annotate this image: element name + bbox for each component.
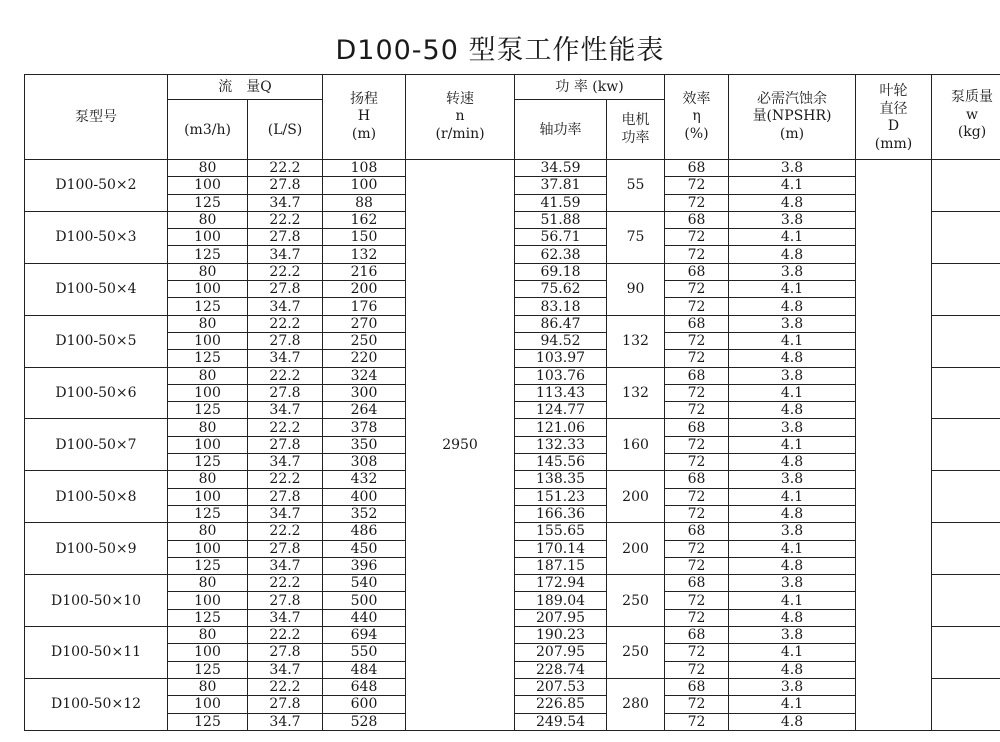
efficiency-cell: 72 [665,194,729,211]
shaft-power-cell: 103.76 [515,367,607,384]
npshr-cell: 4.1 [729,696,856,713]
flow-m3h-cell: 125 [168,661,248,678]
efficiency-cell: 72 [665,350,729,367]
shaft-power-cell: 207.95 [515,644,607,661]
npshr-cell: 4.1 [729,436,856,453]
flow-m3h-cell: 100 [168,540,248,557]
head-cell: 300 [323,384,406,401]
flow-m3h-cell: 80 [168,419,248,436]
shaft-power-cell: 155.65 [515,523,607,540]
flow-ls-cell: 22.2 [248,575,323,592]
efficiency-cell: 72 [665,488,729,505]
head-cell: 528 [323,713,406,730]
npshr-cell: 4.1 [729,644,856,661]
shaft-power-cell: 34.59 [515,160,607,177]
efficiency-cell: 72 [665,229,729,246]
efficiency-cell: 72 [665,298,729,315]
speed-cell: 2950 [406,160,515,731]
efficiency-cell: 68 [665,315,729,332]
npshr-cell: 3.8 [729,523,856,540]
head-cell: 440 [323,609,406,626]
header-efficiency: 效率 η (%) [665,75,729,160]
shaft-power-cell: 170.14 [515,540,607,557]
flow-m3h-cell: 100 [168,384,248,401]
flow-m3h-cell: 100 [168,332,248,349]
flow-m3h-cell: 125 [168,713,248,730]
flow-m3h-cell: 125 [168,246,248,263]
flow-ls-cell: 22.2 [248,211,323,228]
npshr-cell: 4.1 [729,177,856,194]
npshr-cell: 4.1 [729,592,856,609]
flow-m3h-cell: 80 [168,211,248,228]
shaft-power-cell: 151.23 [515,488,607,505]
head-cell: 220 [323,350,406,367]
flow-ls-cell: 27.8 [248,436,323,453]
flow-m3h-cell: 125 [168,557,248,574]
efficiency-cell: 72 [665,281,729,298]
motor-power-cell: 280 [607,678,665,730]
npshr-cell: 3.8 [729,678,856,695]
flow-ls-cell: 34.7 [248,661,323,678]
efficiency-cell: 72 [665,454,729,471]
efficiency-cell: 72 [665,696,729,713]
pump-mass-cell [932,678,1000,730]
shaft-power-cell: 56.71 [515,229,607,246]
npshr-cell: 4.8 [729,402,856,419]
npshr-cell: 3.8 [729,315,856,332]
flow-ls-cell: 22.2 [248,367,323,384]
page-title: D100-50 型泵工作性能表 [335,35,665,66]
motor-power-cell: 75 [607,211,665,263]
flow-ls-cell: 22.2 [248,471,323,488]
flow-ls-cell: 27.8 [248,592,323,609]
head-cell: 350 [323,436,406,453]
efficiency-cell: 68 [665,211,729,228]
flow-ls-cell: 34.7 [248,713,323,730]
motor-power-cell: 132 [607,315,665,367]
shaft-power-cell: 145.56 [515,454,607,471]
pump-mass-cell [932,523,1000,575]
shaft-power-cell: 62.38 [515,246,607,263]
header-mass: 泵质量 w (kg) [932,75,1000,160]
motor-power-cell: 55 [607,160,665,212]
head-cell: 162 [323,211,406,228]
efficiency-cell: 72 [665,402,729,419]
header-power: 功 率 (kw) [515,75,665,100]
npshr-cell: 4.8 [729,298,856,315]
motor-power-cell: 250 [607,627,665,679]
flow-ls-cell: 34.7 [248,194,323,211]
flow-m3h-cell: 80 [168,627,248,644]
flow-m3h-cell: 125 [168,454,248,471]
header-flow: 流 量Q [168,75,323,100]
shaft-power-cell: 172.94 [515,575,607,592]
efficiency-cell: 68 [665,523,729,540]
flow-ls-cell: 27.8 [248,384,323,401]
npshr-cell: 4.1 [729,332,856,349]
efficiency-cell: 72 [665,246,729,263]
pump-mass-cell [932,160,1000,212]
head-cell: 396 [323,557,406,574]
flow-ls-cell: 27.8 [248,229,323,246]
head-cell: 250 [323,332,406,349]
model-name-cell: D100-50×10 [25,575,168,627]
npshr-cell: 4.1 [729,488,856,505]
shaft-power-cell: 69.18 [515,263,607,280]
efficiency-cell: 68 [665,367,729,384]
shaft-power-cell: 83.18 [515,298,607,315]
efficiency-cell: 72 [665,661,729,678]
motor-power-cell: 90 [607,263,665,315]
header-shaft-power: 轴功率 [515,100,607,160]
head-cell: 88 [323,194,406,211]
model-name-cell: D100-50×8 [25,471,168,523]
motor-power-cell: 200 [607,523,665,575]
head-cell: 486 [323,523,406,540]
shaft-power-cell: 94.52 [515,332,607,349]
header-npshr: 必需汽蚀余 量(NPSHR) (m) [729,75,856,160]
header-motor-power: 电机 功率 [607,100,665,160]
flow-m3h-cell: 80 [168,471,248,488]
head-cell: 176 [323,298,406,315]
head-cell: 324 [323,367,406,384]
npshr-cell: 4.1 [729,229,856,246]
flow-ls-cell: 27.8 [248,332,323,349]
efficiency-cell: 72 [665,713,729,730]
motor-power-cell: 200 [607,471,665,523]
head-cell: 308 [323,454,406,471]
head-cell: 550 [323,644,406,661]
npshr-cell: 4.1 [729,540,856,557]
npshr-cell: 4.8 [729,557,856,574]
npshr-cell: 4.8 [729,713,856,730]
model-name-cell: D100-50×2 [25,160,168,212]
flow-m3h-cell: 125 [168,505,248,522]
impeller-diameter-cell [856,160,932,731]
efficiency-cell: 72 [665,177,729,194]
efficiency-cell: 68 [665,419,729,436]
shaft-power-cell: 190.23 [515,627,607,644]
flow-ls-cell: 22.2 [248,678,323,695]
head-cell: 150 [323,229,406,246]
npshr-cell: 4.8 [729,246,856,263]
motor-power-cell: 132 [607,367,665,419]
flow-ls-cell: 34.7 [248,505,323,522]
flow-m3h-cell: 80 [168,160,248,177]
flow-ls-cell: 34.7 [248,609,323,626]
flow-m3h-cell: 80 [168,523,248,540]
flow-m3h-cell: 125 [168,194,248,211]
efficiency-cell: 68 [665,263,729,280]
flow-ls-cell: 22.2 [248,315,323,332]
flow-ls-cell: 27.8 [248,696,323,713]
efficiency-cell: 72 [665,332,729,349]
flow-m3h-cell: 100 [168,436,248,453]
table-body [25,160,1000,731]
shaft-power-cell: 103.97 [515,350,607,367]
flow-m3h-cell: 100 [168,644,248,661]
head-cell: 694 [323,627,406,644]
shaft-power-cell: 124.77 [515,402,607,419]
flow-ls-cell: 27.8 [248,488,323,505]
npshr-cell: 4.8 [729,194,856,211]
head-cell: 264 [323,402,406,419]
shaft-power-cell: 121.06 [515,419,607,436]
head-cell: 100 [323,177,406,194]
npshr-cell: 3.8 [729,263,856,280]
pump-performance-table [24,74,1000,731]
model-name-cell: D100-50×12 [25,678,168,730]
efficiency-cell: 72 [665,436,729,453]
head-cell: 600 [323,696,406,713]
flow-ls-cell: 34.7 [248,246,323,263]
head-cell: 648 [323,678,406,695]
pump-mass-cell [932,367,1000,419]
shaft-power-cell: 132.33 [515,436,607,453]
head-cell: 216 [323,263,406,280]
npshr-cell: 4.1 [729,281,856,298]
head-cell: 500 [323,592,406,609]
head-cell: 108 [323,160,406,177]
head-cell: 484 [323,661,406,678]
shaft-power-cell: 166.36 [515,505,607,522]
efficiency-cell: 72 [665,557,729,574]
efficiency-cell: 72 [665,609,729,626]
flow-ls-cell: 27.8 [248,281,323,298]
header-flow-ls: (L/S) [248,100,323,160]
head-cell: 400 [323,488,406,505]
header-impeller: 叶轮 直径 D (mm) [856,75,932,160]
pump-mass-cell [932,211,1000,263]
flow-m3h-cell: 100 [168,281,248,298]
efficiency-cell: 68 [665,678,729,695]
flow-ls-cell: 34.7 [248,402,323,419]
head-cell: 132 [323,246,406,263]
pump-mass-cell [932,627,1000,679]
flow-ls-cell: 22.2 [248,419,323,436]
shaft-power-cell: 86.47 [515,315,607,332]
model-name-cell: D100-50×7 [25,419,168,471]
npshr-cell: 3.8 [729,367,856,384]
model-name-cell: D100-50×11 [25,627,168,679]
shaft-power-cell: 249.54 [515,713,607,730]
pump-mass-cell [932,263,1000,315]
efficiency-cell: 68 [665,627,729,644]
efficiency-cell: 68 [665,575,729,592]
motor-power-cell: 250 [607,575,665,627]
head-cell: 270 [323,315,406,332]
header-speed: 转速 n (r/min) [406,75,515,160]
npshr-cell: 3.8 [729,627,856,644]
flow-m3h-cell: 100 [168,229,248,246]
flow-m3h-cell: 100 [168,592,248,609]
flow-m3h-cell: 100 [168,488,248,505]
pump-mass-cell [932,575,1000,627]
npshr-cell: 4.8 [729,661,856,678]
head-cell: 432 [323,471,406,488]
shaft-power-cell: 228.74 [515,661,607,678]
pump-mass-cell [932,315,1000,367]
efficiency-cell: 72 [665,644,729,661]
shaft-power-cell: 113.43 [515,384,607,401]
npshr-cell: 4.8 [729,609,856,626]
shaft-power-cell: 187.15 [515,557,607,574]
efficiency-cell: 72 [665,540,729,557]
npshr-cell: 4.8 [729,454,856,471]
flow-m3h-cell: 80 [168,575,248,592]
model-name-cell: D100-50×4 [25,263,168,315]
shaft-power-cell: 207.53 [515,678,607,695]
flow-ls-cell: 22.2 [248,627,323,644]
flow-m3h-cell: 125 [168,609,248,626]
npshr-cell: 4.1 [729,384,856,401]
flow-ls-cell: 34.7 [248,350,323,367]
model-name-cell: D100-50×6 [25,367,168,419]
shaft-power-cell: 226.85 [515,696,607,713]
pump-mass-cell [932,419,1000,471]
header-model: 泵型号 [25,75,168,160]
pump-mass-cell [932,471,1000,523]
shaft-power-cell: 207.95 [515,609,607,626]
head-cell: 378 [323,419,406,436]
efficiency-cell: 68 [665,160,729,177]
shaft-power-cell: 37.81 [515,177,607,194]
motor-power-cell: 160 [607,419,665,471]
efficiency-cell: 68 [665,471,729,488]
flow-m3h-cell: 80 [168,367,248,384]
flow-m3h-cell: 100 [168,696,248,713]
header-head: 扬程 H (m) [323,75,406,160]
flow-ls-cell: 27.8 [248,540,323,557]
flow-ls-cell: 22.2 [248,263,323,280]
npshr-cell: 3.8 [729,160,856,177]
npshr-cell: 3.8 [729,471,856,488]
model-name-cell: D100-50×5 [25,315,168,367]
efficiency-cell: 72 [665,384,729,401]
flow-m3h-cell: 80 [168,263,248,280]
head-cell: 450 [323,540,406,557]
npshr-cell: 3.8 [729,211,856,228]
head-cell: 352 [323,505,406,522]
flow-m3h-cell: 80 [168,315,248,332]
flow-ls-cell: 27.8 [248,177,323,194]
npshr-cell: 4.8 [729,350,856,367]
flow-m3h-cell: 80 [168,678,248,695]
efficiency-cell: 72 [665,505,729,522]
model-name-cell: D100-50×9 [25,523,168,575]
flow-ls-cell: 22.2 [248,160,323,177]
shaft-power-cell: 75.62 [515,281,607,298]
flow-m3h-cell: 100 [168,177,248,194]
efficiency-cell: 72 [665,592,729,609]
shaft-power-cell: 189.04 [515,592,607,609]
flow-m3h-cell: 125 [168,298,248,315]
shaft-power-cell: 51.88 [515,211,607,228]
table-row [25,160,1000,177]
flow-ls-cell: 34.7 [248,557,323,574]
flow-m3h-cell: 125 [168,350,248,367]
model-name-cell: D100-50×3 [25,211,168,263]
npshr-cell: 3.8 [729,575,856,592]
npshr-cell: 4.8 [729,505,856,522]
head-cell: 540 [323,575,406,592]
flow-ls-cell: 34.7 [248,454,323,471]
flow-ls-cell: 34.7 [248,298,323,315]
head-cell: 200 [323,281,406,298]
header-flow-m3h: (m3/h) [168,100,248,160]
flow-ls-cell: 27.8 [248,644,323,661]
shaft-power-cell: 41.59 [515,194,607,211]
flow-m3h-cell: 125 [168,402,248,419]
npshr-cell: 3.8 [729,419,856,436]
shaft-power-cell: 138.35 [515,471,607,488]
flow-ls-cell: 22.2 [248,523,323,540]
